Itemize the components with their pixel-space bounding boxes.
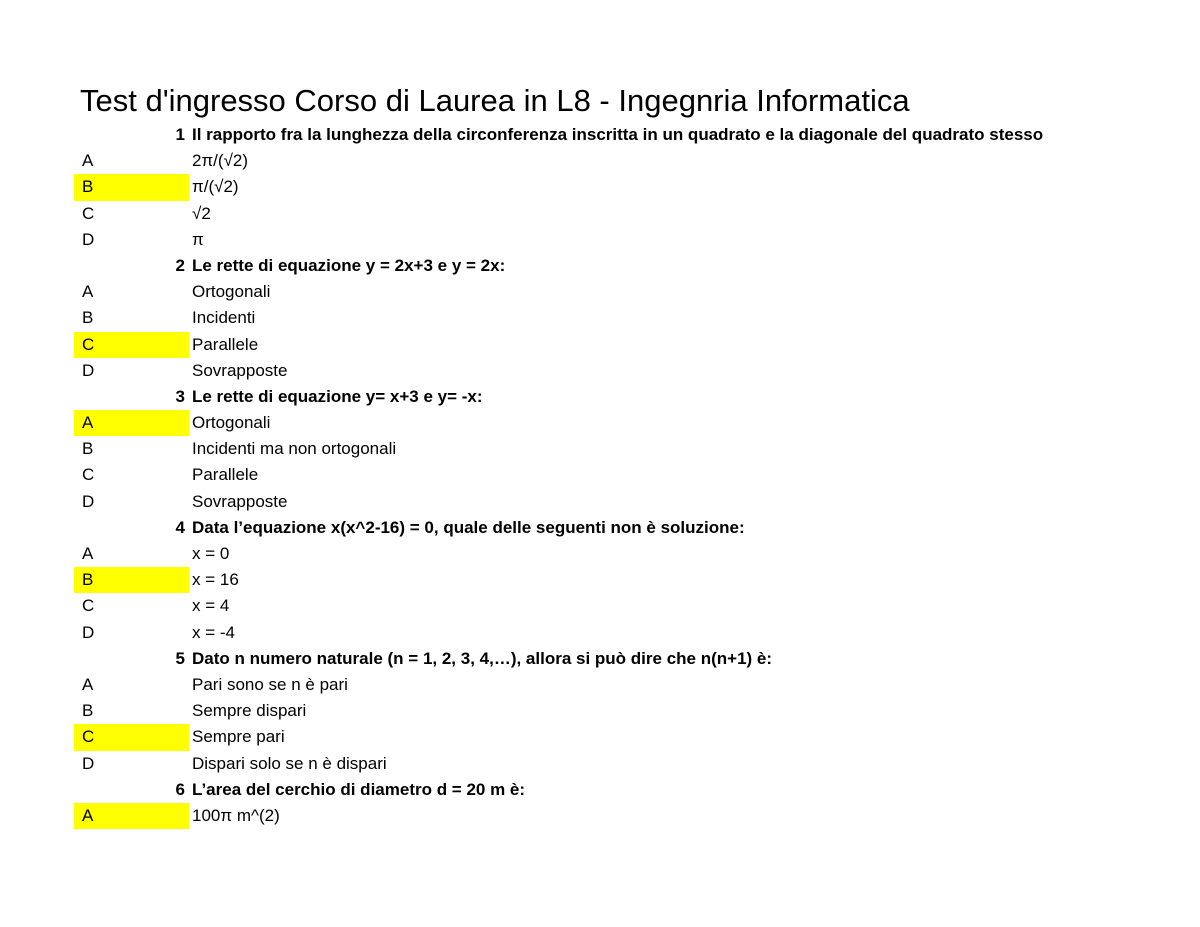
answer-letter: D — [82, 753, 95, 773]
answer-option-row — [74, 410, 1164, 436]
answer-text: Parallele — [192, 465, 259, 485]
answer-option-row — [74, 148, 1164, 174]
answer-text: x = -4 — [192, 622, 235, 642]
answer-text: x = 4 — [192, 596, 230, 616]
answer-letter: B — [82, 701, 94, 721]
answer-option-row — [74, 358, 1164, 384]
correct-answer-letter: B — [74, 174, 189, 200]
answer-text: Dispari solo se n è dispari — [192, 753, 387, 773]
answer-option-row — [74, 724, 1164, 750]
answer-option-row — [74, 227, 1164, 253]
answer-text: π/(√2) — [192, 177, 239, 197]
answer-text: 2π/(√2) — [192, 151, 249, 171]
question-text: Le rette di equazione y= x+3 e y= -x: — [192, 386, 483, 406]
answer-text: Sempre dispari — [192, 701, 307, 721]
answer-text: √2 — [192, 203, 211, 223]
question-row — [74, 253, 1164, 279]
answer-text: Sovrapposte — [192, 491, 288, 511]
answer-option-row — [74, 593, 1164, 619]
answer-option-row — [74, 567, 1164, 593]
answer-text: Ortogonali — [192, 282, 271, 302]
question-row — [74, 646, 1164, 672]
answer-option-row — [74, 462, 1164, 488]
answer-letter: A — [82, 674, 94, 694]
answer-letter: D — [82, 491, 95, 511]
answer-option-row — [74, 541, 1164, 567]
answer-text: x = 0 — [192, 544, 230, 563]
answer-letter: B — [82, 439, 94, 459]
answer-option-row — [74, 279, 1164, 305]
answer-option-row — [74, 489, 1164, 515]
answer-text: Incidenti — [192, 308, 256, 328]
answer-option-row — [74, 436, 1164, 462]
answer-letter: D — [82, 622, 95, 642]
question-text: Data l’equazione x(x^2-16) = 0, quale delle seguenti non è soluzione: — [192, 517, 745, 537]
correct-answer-letter: A — [74, 803, 189, 829]
question-number: 4 — [175, 517, 185, 537]
question-row — [74, 515, 1164, 541]
question-text: L’area del cerchio di diametro d = 20 m è: — [192, 779, 526, 799]
page-title: Test d'ingresso Corso di Laurea in L8 - Ingegnria Informatica — [80, 83, 910, 118]
question-text: Dato n numero naturale (n = 1, 2, 3, 4,…), allora si può dire che n(n+1) è: — [192, 648, 773, 668]
answer-letter: C — [82, 465, 95, 485]
answer-option-row — [74, 698, 1164, 724]
answer-letter: A — [82, 544, 94, 563]
question-row — [74, 122, 1164, 148]
answer-letter: A — [82, 151, 94, 171]
correct-answer-letter: A — [74, 410, 189, 436]
question-text: Le rette di equazione y = 2x+3 e y = 2x: — [192, 255, 506, 275]
answer-text: 100π m^(2) — [192, 805, 280, 825]
question-row — [74, 777, 1164, 803]
answer-text: Incidenti ma non ortogonali — [192, 439, 397, 459]
question-number: 1 — [175, 125, 185, 144]
question-number: 3 — [175, 386, 185, 406]
answer-option-row — [74, 751, 1164, 777]
answer-option-row — [74, 332, 1164, 358]
answer-letter: C — [82, 203, 95, 223]
answer-option-row — [74, 201, 1164, 227]
answer-letter: C — [82, 596, 95, 616]
answer-option-row — [74, 672, 1164, 698]
answer-text: x = 16 — [192, 570, 239, 590]
answer-letter: D — [82, 360, 95, 380]
question-row — [74, 384, 1164, 410]
answer-option-row — [74, 174, 1164, 200]
question-number: 5 — [175, 648, 185, 668]
correct-answer-letter: C — [74, 332, 189, 358]
answer-letter: B — [82, 308, 94, 328]
answer-text: Sovrapposte — [192, 360, 288, 380]
answer-text: Parallele — [192, 334, 259, 354]
answer-option-row — [74, 803, 1164, 829]
answer-letter: D — [82, 229, 95, 249]
answer-text: Sempre pari — [192, 727, 285, 747]
answer-text: π — [192, 229, 204, 249]
answer-text: Ortogonali — [192, 413, 271, 433]
question-text: Il rapporto fra la lunghezza della circonferenza inscritta in un quadrato e la diagonale del quadrato stesso — [192, 125, 1044, 144]
question-number: 2 — [175, 255, 185, 275]
answer-option-row — [74, 620, 1164, 646]
answer-option-row — [74, 305, 1164, 331]
correct-answer-letter: B — [74, 567, 189, 593]
correct-answer-letter: C — [74, 724, 189, 750]
question-list — [74, 122, 1164, 829]
answer-text: Pari sono se n è pari — [192, 674, 348, 694]
answer-letter: A — [82, 282, 94, 302]
question-number: 6 — [175, 779, 185, 799]
